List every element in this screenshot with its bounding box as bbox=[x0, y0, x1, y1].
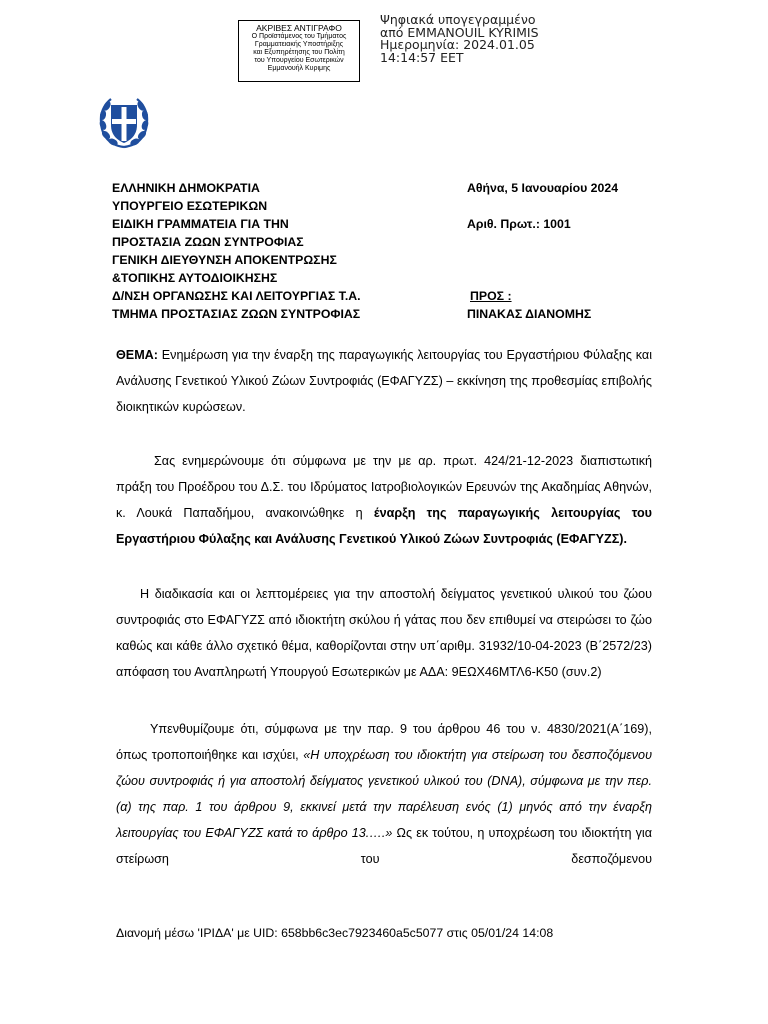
signature-line: 14:14:57 EET bbox=[380, 49, 464, 65]
certified-copy-stamp bbox=[238, 20, 360, 82]
sender-block bbox=[112, 179, 361, 323]
paragraph-quote: «Η υποχρέωση του ιδιοκτήτη για στείρωση του δεσποζόμενου ζώου συντροφιάς ή για αποστολή δείγματος γενετικού υλικού του (DNA), σύμφωνα με την περ. (α) της παρ. 1 του άρθρου 9, εκκινεί μετά την παρέλευση ενός (1) μηνός από την έναρξη λειτουργίας του ΕΦΑΓΥΖΣ κατά το άρθρο 13.….» bbox=[116, 748, 652, 840]
stamp-line: Εμμανουήλ Κυριμης bbox=[267, 65, 331, 72]
sender-line: ΕΛΛΗΝΙΚΗ ΔΗΜΟΚΡΑΤΙΑ bbox=[112, 181, 260, 195]
stamp-line: του Υπουργείου Εσωτερικών bbox=[254, 57, 344, 64]
paragraph-bold-text: έναρξη της παραγωγικής λειτουργίας του Εργαστήριου Φύλαξης και Ανάλυσης Γενετικού Υλικού Ζώων Συντροφιάς (ΕΦΑΓΥΖΣ). bbox=[116, 506, 652, 546]
protocol-number: Αριθ. Πρωτ.: 1001 bbox=[467, 217, 571, 231]
subject-text: Ενημέρωση για την έναρξη της παραγωγικής λειτουργίας του Εργαστήριου Φύλαξης και Ανάλυσης Γενετικού Υλικού Ζώων Συντροφιάς (ΕΦΑΓΥΖΣ) – εκκίνηση της προθεσμίας επιβολής διοικητικών κυρώσεων. bbox=[116, 348, 652, 414]
body-paragraph-3 bbox=[116, 716, 652, 872]
subject-label: ΘΕΜΑ: bbox=[116, 348, 158, 362]
stamp-title: ΑΚΡΙΒΕΣ ΑΝΤΙΓΡΑΦΟ bbox=[256, 23, 342, 33]
sender-line: &ΤΟΠΙΚΗΣ ΑΥΤΟΔΙΟΙΚΗΣΗΣ bbox=[112, 271, 278, 285]
sender-line: ΥΠΟΥΡΓΕΙΟ ΕΣΩΤΕΡΙΚΩΝ bbox=[112, 199, 268, 213]
sender-line: Δ/ΝΣΗ ΟΡΓΑΝΩΣΗΣ ΚΑΙ ΛΕΙΤΟΥΡΓΙΑΣ Τ.Α. bbox=[112, 289, 361, 303]
stamp-line: Γραμματειακής Υποστήριξης bbox=[254, 41, 344, 48]
signature-line: από EMMANOUIL KYRIMIS bbox=[380, 24, 539, 40]
signature-line: Ημερομηνία: 2024.01.05 bbox=[380, 37, 535, 52]
recipient-value: ΠΙΝΑΚΑΣ ΔΙΑΝΟΜΗΣ bbox=[467, 307, 592, 321]
body-paragraph-1 bbox=[116, 448, 652, 552]
recipient-label: ΠΡΟΣ : bbox=[470, 289, 512, 303]
document-date: Αθήνα, 5 Ιανουαρίου 2024 bbox=[467, 181, 619, 195]
body-paragraph-2 bbox=[116, 581, 652, 685]
distribution-footer: Διανομή μέσω 'ΙΡΙΔΑ' με UID: 658bb6c3ec7923460a5c5077 στις 05/01/24 14:08 bbox=[116, 926, 554, 940]
signature-line: Ψηφιακά υπογεγραμμένο bbox=[380, 12, 536, 27]
paragraph-text-tail: Ως εκ τούτου, η υποχρέωση του ιδιοκτήτη για στείρωση του δεσποζόμενου bbox=[116, 826, 653, 866]
paragraph-text: Σας ενημερώνουμε ότι σύμφωνα με την με αρ. πρωτ. 424/21-12-2023 διαπιστωτική πράξη του Προέδρου του Δ.Σ. του Ιδρύματος Ιατροβιολογικών Ερευνών της Ακαδημίας Αθηνών, κ. Λουκά Παπαδήμου, ανακοινώθηκε η bbox=[116, 454, 652, 520]
subject-paragraph bbox=[116, 342, 652, 420]
stamp-line: Ο Προϊστάμενος του Τμήματος bbox=[251, 33, 347, 40]
paragraph-text: Η διαδικασία και οι λεπτομέρειες για την αποστολή δείγματος γενετικού υλικού του ζώου συντροφιάς στο ΕΦΑΓΥΖΣ από ιδιοκτήτη σκύλου ή γάτας που δεν επιθυμεί να στειρώσει το ζώο καθώς και κάθε άλλο σχετικό θέμα, καθορίζονται στην υπ΄αριθμ. 31932/10-04-2023 (Β΄2572/23) απόφαση του Αναπληρωτή Υπουργού Εσωτερικών με ΑΔΑ: 9ΕΩΧ46ΜΤΛ6-Κ50 (συν.2) bbox=[116, 587, 652, 679]
paragraph-text: Υπενθυμίζουμε ότι, σύμφωνα με την παρ. 9 του άρθρου 46 του ν. 4830/2021(Α΄169), όπως τροποποιήθηκε και ισχύει, bbox=[116, 722, 652, 762]
digital-signature-note bbox=[380, 14, 539, 64]
sender-line: ΤΜΗΜΑ ΠΡΟΣΤΑΣΙΑΣ ΖΩΩΝ ΣΥΝΤΡΟΦΙΑΣ bbox=[112, 307, 361, 321]
sender-line: ΓΕΝΙΚΗ ΔΙΕΥΘΥΝΣΗ ΑΠΟΚΕΝΤΡΩΣΗΣ bbox=[112, 253, 337, 267]
stamp-line: και Εξυπηρέτησης του Πολίτη bbox=[253, 49, 345, 56]
sender-line: ΕΙΔΙΚΗ ΓΡΑΜΜΑΤΕΙΑ ΓΙΑ ΤΗΝ bbox=[112, 217, 289, 231]
hellenic-republic-emblem-icon bbox=[97, 95, 151, 156]
sender-line: ΠΡΟΣΤΑΣΙΑ ΖΩΩΝ ΣΥΝΤΡΟΦΙΑΣ bbox=[112, 235, 304, 249]
